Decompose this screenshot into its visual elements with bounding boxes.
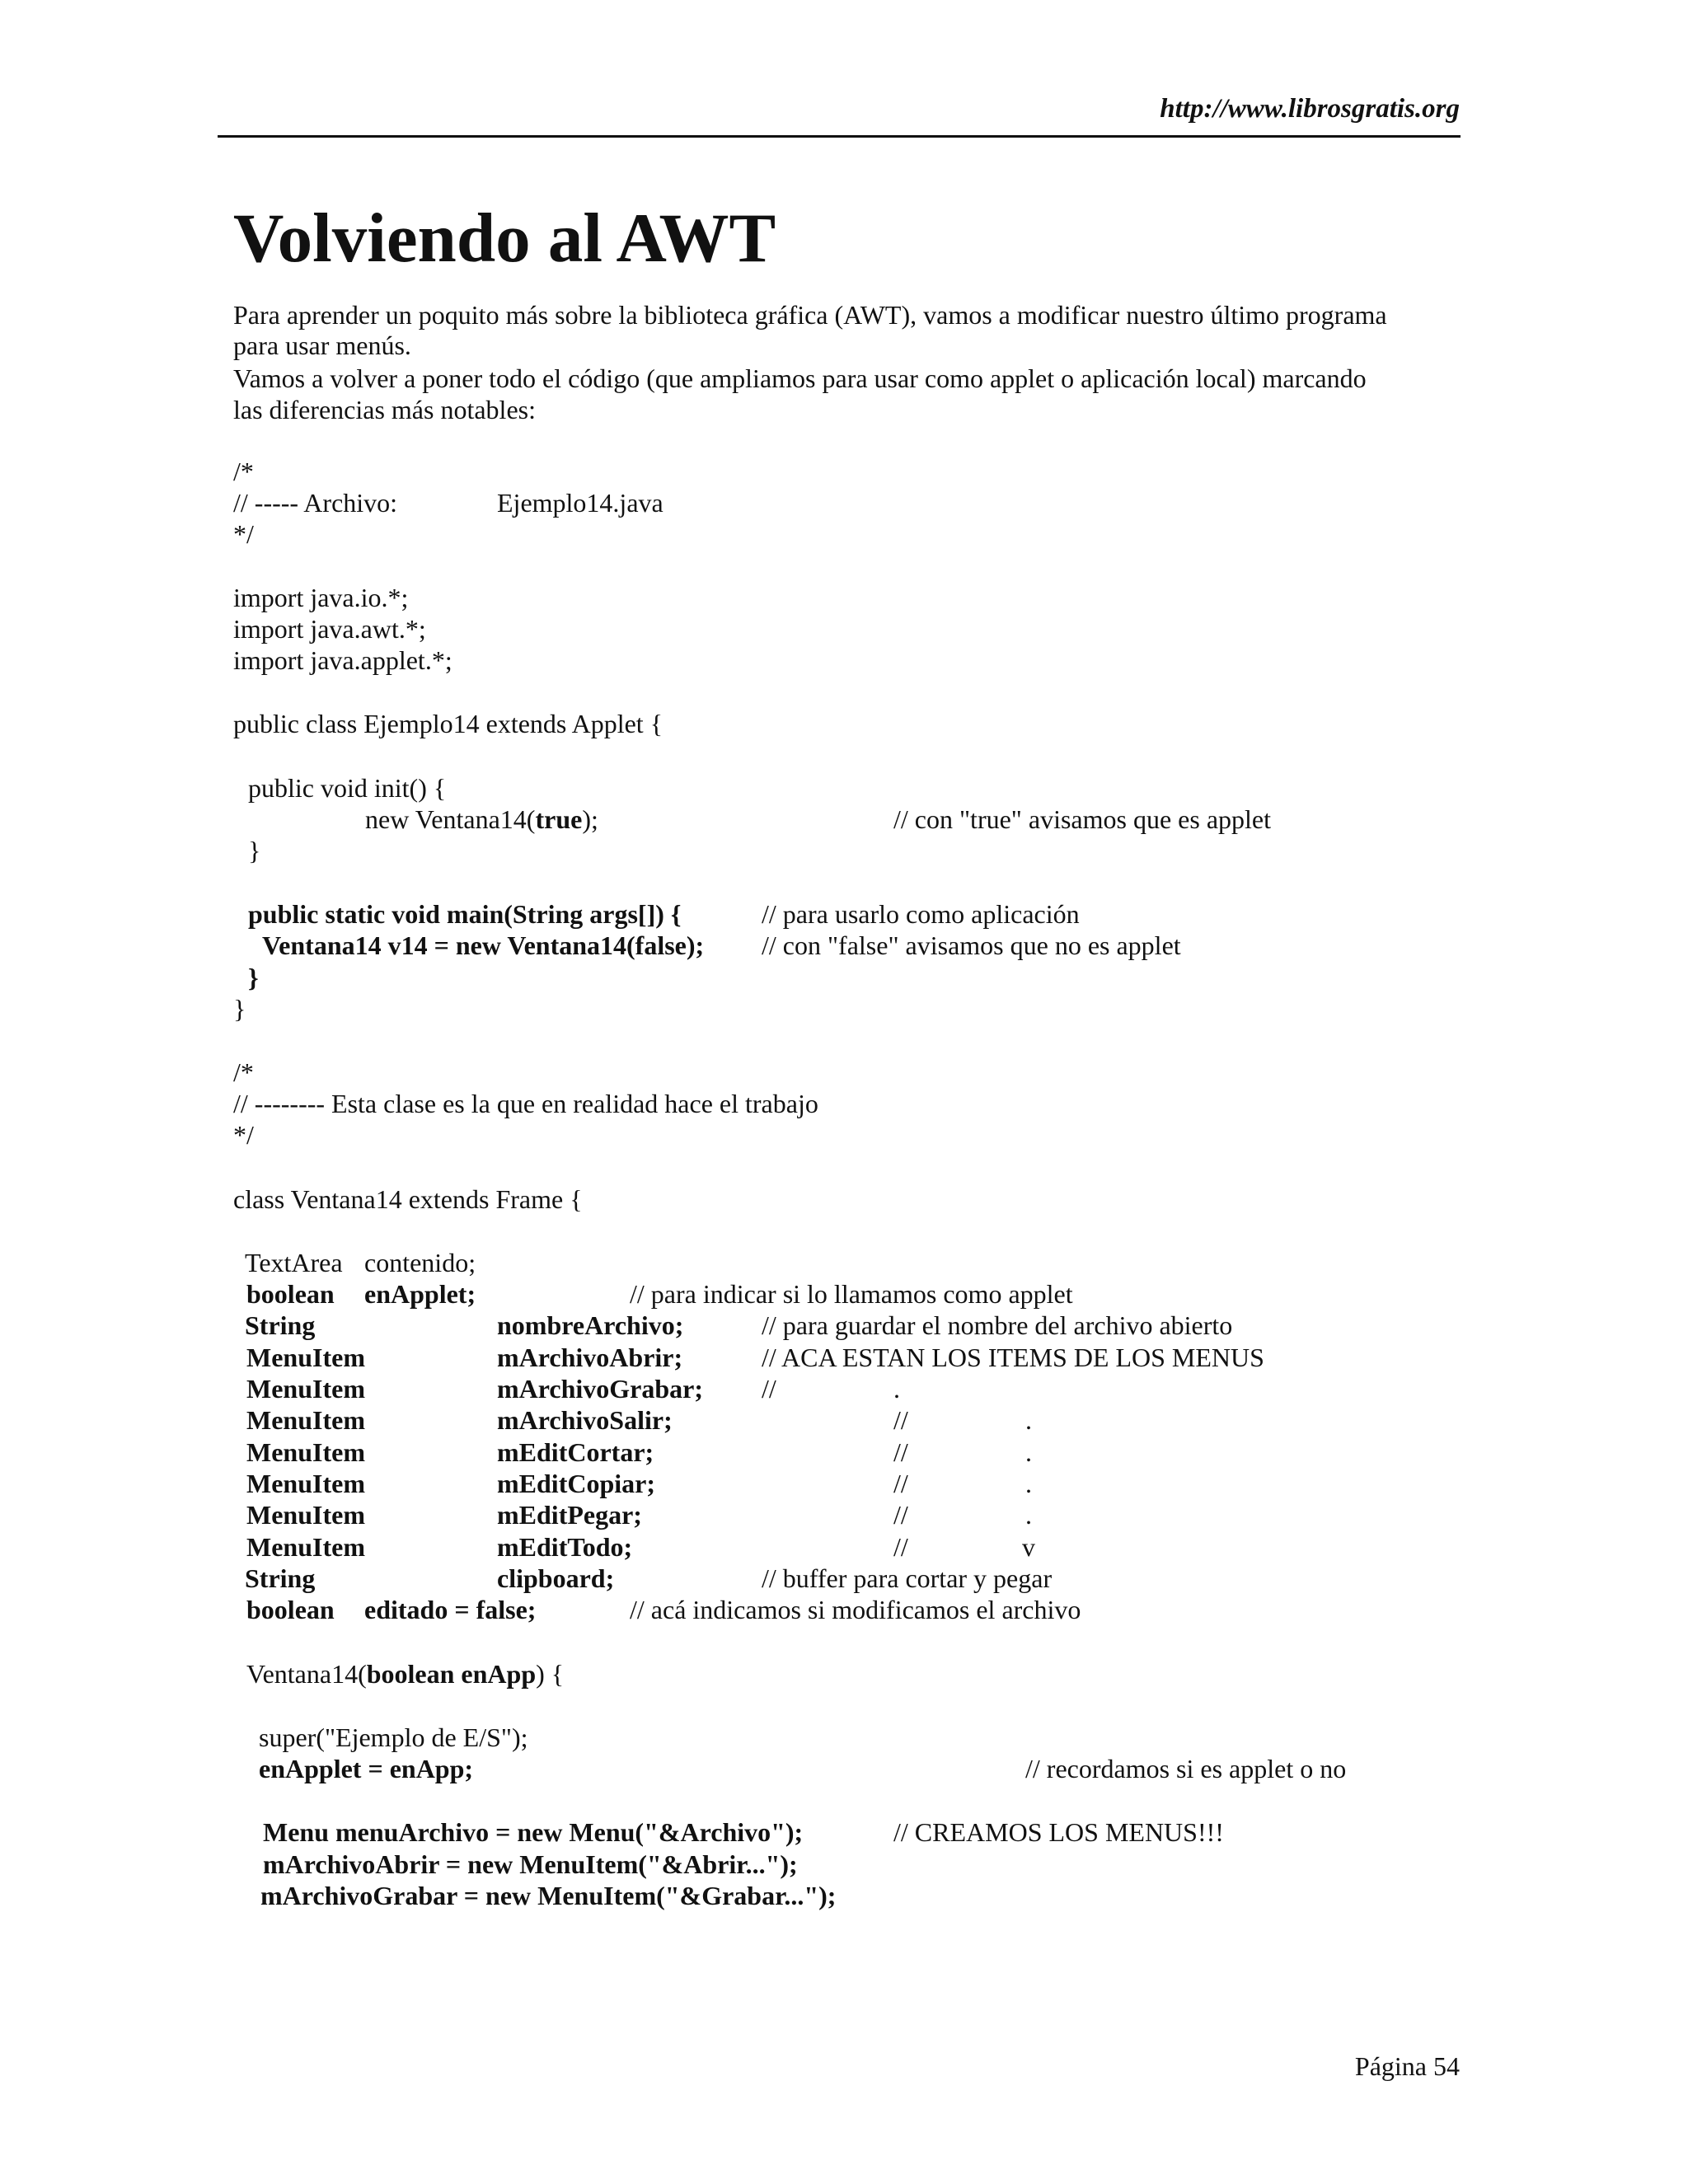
field-type: MenuItem (246, 1405, 365, 1435)
field-name: mArchivoAbrir; (497, 1343, 683, 1372)
field-name: mEditCopiar; (497, 1469, 655, 1498)
code-line: class Ventana14 extends Frame { (233, 1184, 583, 1214)
code-comment: // (893, 1405, 908, 1435)
code-line: new Ventana14(true); (365, 804, 598, 834)
code-line: /* (233, 1057, 254, 1087)
code-line: public static void main(String args[]) { (248, 899, 682, 929)
field-name: enApplet; (364, 1279, 476, 1309)
header-url: http://www.librosgratis.org (1160, 94, 1460, 124)
field-type: String (245, 1563, 316, 1593)
code-comment: // acá indicamos si modificamos el archivo (630, 1595, 1081, 1624)
field-name: editado = false; (364, 1595, 537, 1624)
code-line: super("Ejemplo de E/S"); (259, 1722, 528, 1752)
intro-line: Vamos a volver a poner todo el código (que ampliamos para usar como applet o aplicación local) marcando (233, 363, 1367, 393)
code-comment: // CREAMOS LOS MENUS!!! (893, 1817, 1224, 1847)
page-title: Volviendo al AWT (233, 199, 776, 277)
code-comment: // (762, 1374, 776, 1404)
code-comment: // con "true" avisamos que es applet (893, 804, 1271, 834)
field-name: contenido; (364, 1248, 476, 1277)
field-type: MenuItem (246, 1374, 365, 1404)
code-comment: // (893, 1500, 908, 1530)
code-line: mArchivoAbrir = new MenuItem("&Abrir..."); (263, 1849, 798, 1879)
code-line: public class Ejemplo14 extends Applet { (233, 709, 663, 738)
code-comment: // para usarlo como aplicación (762, 899, 1080, 929)
code-comment: // (893, 1437, 908, 1467)
code-comment: // para guardar el nombre del archivo abierto (762, 1310, 1233, 1340)
code-comment-mark: . (1025, 1500, 1032, 1530)
field-type: MenuItem (246, 1469, 365, 1498)
code-line: Menu menuArchivo = new Menu("&Archivo"); (263, 1817, 804, 1847)
intro-line: las diferencias más notables: (233, 395, 536, 424)
field-name: mEditCortar; (497, 1437, 654, 1467)
code-comment: // con "false" avisamos que no es applet (762, 930, 1181, 960)
field-type: MenuItem (246, 1532, 365, 1562)
intro-line: para usar menús. (233, 330, 411, 360)
field-type: MenuItem (246, 1437, 365, 1467)
code-line: Ventana14(boolean enApp) { (246, 1659, 565, 1689)
page-number: Página 54 (1354, 2051, 1460, 2081)
code-comment: // ACA ESTAN LOS ITEMS DE LOS MENUS (762, 1343, 1264, 1372)
code-line: // ----- Archivo: (233, 488, 398, 518)
code-comment: // para indicar si lo llamamos como applet (630, 1279, 1073, 1309)
field-type: MenuItem (246, 1343, 365, 1372)
code-line: mArchivoGrabar = new MenuItem("&Grabar..."); (260, 1881, 837, 1910)
code-line: public void init() { (248, 773, 447, 803)
code-comment-mark: v (1022, 1532, 1035, 1562)
code-line: enApplet = enApp; (259, 1754, 474, 1783)
field-type: boolean (246, 1595, 335, 1624)
code-comment: // (893, 1532, 908, 1562)
field-name: mArchivoSalir; (497, 1405, 673, 1435)
field-type: MenuItem (246, 1500, 365, 1530)
code-comment: // (893, 1469, 908, 1498)
code-comment-mark: . (1025, 1469, 1032, 1498)
code-line: /* (233, 457, 254, 486)
code-line: // -------- Esta clase es la que en realidad hace el trabajo (233, 1089, 818, 1118)
field-name: nombreArchivo; (497, 1310, 684, 1340)
code-line: import java.io.*; (233, 583, 409, 612)
field-name: mArchivoGrabar; (497, 1374, 704, 1404)
intro-line: Para aprender un poquito más sobre la biblioteca gráfica (AWT), vamos a modificar nuestro último programa (233, 300, 1387, 330)
code-line: */ (233, 519, 254, 549)
field-name: mEditPegar; (497, 1500, 642, 1530)
code-file-name: Ejemplo14.java (497, 488, 663, 518)
field-name: mEditTodo; (497, 1532, 633, 1562)
code-line: } (248, 963, 259, 992)
code-line: import java.applet.*; (233, 645, 452, 675)
field-type: TextArea (245, 1248, 343, 1277)
field-name: clipboard; (497, 1563, 615, 1593)
code-line: import java.awt.*; (233, 614, 426, 644)
code-comment: // recordamos si es applet o no (1025, 1754, 1347, 1783)
code-line: } (233, 994, 246, 1024)
code-line: } (248, 836, 261, 865)
code-line: */ (233, 1120, 254, 1150)
code-line: Ventana14 v14 = new Ventana14(false); (262, 930, 705, 960)
code-comment-mark: . (893, 1374, 900, 1404)
code-comment-mark: . (1025, 1437, 1032, 1467)
header-rule (218, 135, 1461, 138)
field-type: String (245, 1310, 316, 1340)
field-type: boolean (246, 1279, 335, 1309)
code-comment: // buffer para cortar y pegar (762, 1563, 1053, 1593)
code-comment-mark: . (1025, 1405, 1032, 1435)
